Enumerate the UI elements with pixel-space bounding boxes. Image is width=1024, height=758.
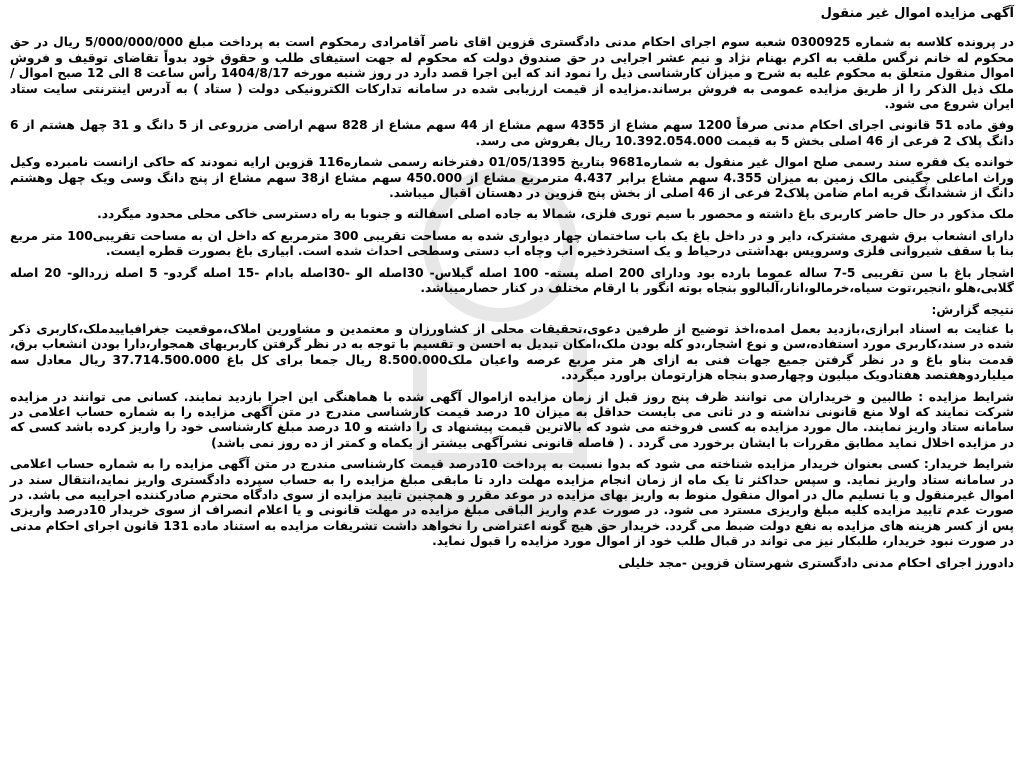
notice-title: آگهی مزایده اموال غیر منقول <box>820 6 1014 21</box>
signature-line: دادورز اجرای احکام مدنی دادگستری شهرستان قزوین -مجد خلیلی <box>618 555 1014 570</box>
trees-paragraph: اشجار باغ با سن تقریبی 5-7 ساله عموما بارده بود ودارای 200 اصله پسته- 100 اصله گیلاس- 30اصله الو -30اصله بادام -15 اصله گردو- 5 اصله زردالو- 20 اصله گلابی،هلو ،انجیر،توت سیاه،خرمالو،انار،آلبالوو بنجاه بوته انگور با ارقام مختلف در کنار حصارمیباشد. <box>10 265 1015 296</box>
result-paragraph: با عنایت به اسناد ابرازی،بازدید بعمل امده،اخذ توضیح از طرفین دعوی،تحقیقات محلی از کشاورزان و معتمدین و مشاورین املاک،موقعیت جغرافیاییدملک،کاربری ذکر شده در سند،کاربری مورد استفاده،سن و نوع اشجار،دو کله بودن ملک،امکان تبدیل به احسن و تقسیم با توجه به در نظر گرفتن کاربریهای همجوار،دارا بودن انشعاب برق، قدمت بناو باغ و در نظر گرفتن جمیع جهات فنی به ازای هر متر مربع عرصه واعیان ملک8.500.000 ریال جمعا برای کل باغ 37.714.500.000 ریال معادل سه میلیاردوهفتصد هفتادویک میلیون وچهارصدو بنجاه هزارتومان براورد میگردد. <box>9 321 1015 383</box>
buyer-conditions-paragraph: شرایط خریدار: کسی بعنوان خریدار مزایده شناخته می شود که بدوا نسبت به پرداخت 10درصد قیمت کارشناسی مندرج در متن آگهی مزایده را به شماره حساب اعلامی در سامانه ستاد واریز نماید. و سپس حداکثر تا یک ماه از زمان انجام مزایده مهلت دارد تا مابقی مبلغ مزایده را به حساب سپرده دادگستری واریز نماید،انتقال سند در اموال غیرمنقول و یا تسلیم مال در اموال منقول منوط به واریز بهای مزایده در موعد مقرر و همچنین تایید مزایده از سوی دادگاه محترم صادرکننده اجراییه می باشد. در صورت عدم تایید مزایده کلیه مبلغ واریزی مسترد می شود. در صورت عدم واریز الباقی مبلغ مزایده در مهلت قانونی و یا اعلام انصراف از سوی خریدار 10درصد واریزی پس از کسر هزینه های مزایده به نفع دولت ضبط می گردد. خریدار حق هیچ گونه اعتراضی را نخواهد داشت تشریفات مزایده به استناد ماده 131 قانون اجرای احکام مدنی در صورت نبود خریدار، طلبکار نیز می تواند در قبال طلب خود از اموال مورد مزایده را قبول نماید. <box>10 457 1014 549</box>
share-paragraph: وفق ماده 51 قانونی اجرای احکام مدنی صرفاً 1200 سهم مشاع از 4355 سهم مشاع از 44 سهم مشاع از 828 سهم اراضی مزروعی از 5 دانگ و 31 چهل هشتم از 6 دانگ پلاک 2 فرعی از 46 اصلی بخش 5 به قیمت 10.392.054.000 ریال بفروش می رسد. <box>10 118 1015 148</box>
auction-conditions-paragraph: شرایط مزایده : طالبین و خریداران می توانند ظرف پنج روز قبل از زمان مزایده ازاموال آگهی شده با هماهنگی این اجرا بازدید نمایند. کسانی می توانند در مزایده شرکت نمایند که اولا منع قانونی نداشته و در ثانی می بایست حداقل به میزان 10 درصد قیمت کارشناسی مندرج در متن آگهی مزایده را به شماره حساب اعلامی در سامانه ستاد واریز نمایند. مال مورد مزایده به کسی فروخته می شود که بالاترین قیمت پیشنهاد ی را داشته و 10 درصد مبلغ کارشناسی خود را واریز کرده باشد کسی که در مزایده اخلال نماید مطابق مقررات با ایشان برخورد می گردد . ( فاصله قانونی نشرآگهی بیشتر از یکماه و کمتر از ده روز نمی باشد) <box>10 389 1014 450</box>
facilities-paragraph: دارای انشعاب برق شهری مشترک، دایر و در داخل باغ یک باب ساختمان چهار دیواری شده به مساحت تقریبی 300 مترمربع که داخل ان به مساحت تقریبی100 متر مربع بنا با سقف شیروانی فلزی وسرویس بهداشتی درحیاط و یک استخرذخیره اب وچاه اب دستی وسطحی احداث شده است. ابیاری باغ بصورت قطره ایست. <box>10 228 1014 259</box>
result-heading: نتیجه گزارش: <box>931 302 1014 317</box>
boundary-paragraph: ملک مذکور در حال حاضر کاربری باغ داشته و محصور با سیم توری فلزی، شمالا به جاده اصلی اسفالته و جنوبا به راه دسترسی خاکی محلی محدود میگردد. <box>97 207 1014 222</box>
deed-paragraph: خوانده یک فقره سند رسمی صلح اموال غیر منقول به شماره9681 بتاریخ 01/05/1395 دفترخانه رسمی شماره116 قزوین ارایه نمودند که حاکی ازانست نامبرده وکیل وراث اماعلی چگینی مالک زمین به میزان 4.355 سهم مشاع برابر 4.437 مترمربع مشاع از 450.000 سهم مشاع از38 سهم مشاع از پنج دانگ وسی ویک چهل وهشتم دانگ از ششدانگ قریه امام ضامن پلاک2 فرعی از 46 اصلی از بخش پنج قزوین در دهستان اقبال میباشد. <box>10 155 1015 201</box>
intro-paragraph: در پرونده کلاسه به شماره 0300925 شعبه سوم اجرای احکام مدنی دادگستری قزوین اقای ناصر آقامرادی رمحکوم است به پرداخت مبلغ 5/000/000/000 ریال در حق محکوم له خانم نرگس ملقب به اکرم بهنام نژاد و نیم عشر اجرایی در حق صندوق دولت که محکوم له جهت استیفای طلب و حقوق خود بدواً تقاضای توقیف و فروش اموال منقول متعلق به محکوم علیه به شرح و میزان کارشناسی ذیل را نمود اند که این اجرا قصد دارد در روز شنبه مورخه 1404/8/17 رأس ساعت 8 الی 12 صبح اموال / ملک ذیل الذکر را از طریق مزایده عمومی به فروش برساند.مزایده از قیمت ارزیابی شده در سامانه تدارکات الکترونیکی دولت ( ستاد ) به آدرس اینترنتی سایت ستاد ایران شروع می شود. <box>10 35 1015 112</box>
